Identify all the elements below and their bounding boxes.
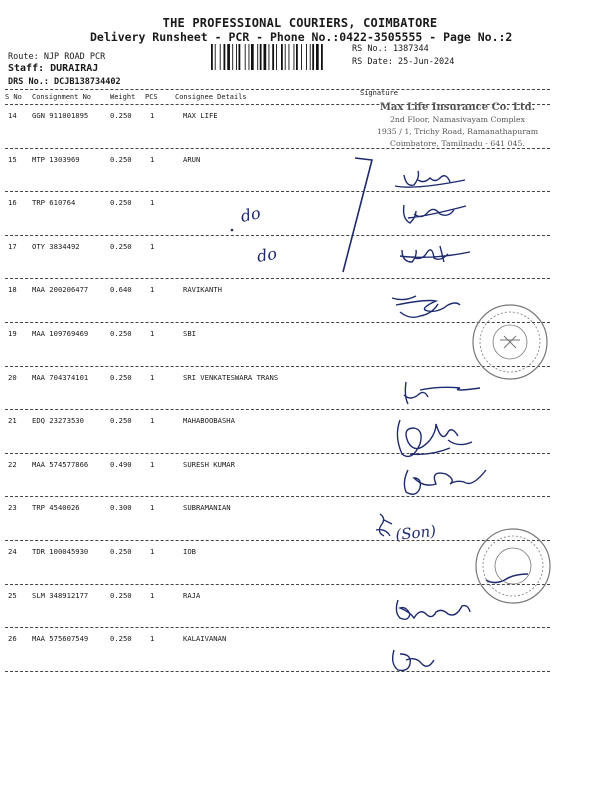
runsheet-subtitle: Delivery Runsheet - PCR - Phone No.:0422-3505555 - Page No.:2 xyxy=(90,30,513,44)
signature-row-23 xyxy=(376,514,392,536)
row-consignment: MAA 704374101 xyxy=(32,372,89,382)
signature-row-22 xyxy=(404,470,486,494)
ditto-mark-1: do xyxy=(238,203,263,226)
row-consignee: SURESH KUMAR xyxy=(183,459,235,469)
col-header-weight: Weight xyxy=(110,93,136,101)
row-consignee: KALAIVANAN xyxy=(183,634,227,644)
row-sno: 24 xyxy=(8,547,17,556)
row-consignee: RAJA xyxy=(183,590,201,600)
row-sno: 14 xyxy=(8,111,17,120)
signature-row-26 xyxy=(393,650,434,670)
row-consignee: SRI VENKATESWARA TRANS xyxy=(183,372,279,382)
stamp-address-line3: Coimbatore, Tamilnadu - 641 045. xyxy=(390,139,525,148)
row-pcs: 1 xyxy=(150,285,155,295)
row-consignment: MAA 574577866 xyxy=(32,459,89,469)
row-weight: 0.640 xyxy=(110,285,132,295)
signature-row-17 xyxy=(400,246,470,262)
col-header-consignee: Consignee Details xyxy=(175,93,247,101)
row-pcs: 1 xyxy=(150,154,155,164)
row-sno: 23 xyxy=(8,503,17,513)
row-consignment: TDR 100045930 xyxy=(32,547,89,556)
row-pcs: 1 xyxy=(150,198,155,208)
row-weight: 0.250 xyxy=(110,111,132,120)
rs-number: RS No.: 1387344 xyxy=(352,44,429,54)
row-weight: 0.490 xyxy=(110,459,132,469)
row-weight: 0.250 xyxy=(110,416,132,426)
row-consignment: TRP 4540026 xyxy=(32,503,80,513)
row-pcs: 1 xyxy=(150,372,155,382)
row-sno: 22 xyxy=(8,459,17,469)
row-pcs: 1 xyxy=(150,241,155,251)
row-consignment: MAA 109769469 xyxy=(32,329,89,338)
sbi-round-stamp xyxy=(473,305,547,379)
row-consignee: SUBRAMANIAN xyxy=(183,503,231,513)
row-pcs: 1 xyxy=(150,547,155,556)
row-sno: 20 xyxy=(8,372,17,382)
row-weight: 0.250 xyxy=(110,372,132,382)
row-pcs: 1 xyxy=(150,590,155,600)
row-consignee: IOB xyxy=(183,547,196,556)
stamp-address-line1: 2nd Floor, Namasivayam Complex xyxy=(389,115,526,124)
row-consignment: MAA 575607549 xyxy=(32,634,89,644)
row-sno: 26 xyxy=(8,634,17,644)
row-consignment: GGN 911001895 xyxy=(32,111,89,120)
row-consignment: TRP 610764 xyxy=(32,198,76,208)
signature-row-18 xyxy=(392,296,460,317)
row-consignee: MAHABOOBASHA xyxy=(183,416,235,426)
row-consignment: EDQ 23273530 xyxy=(32,416,84,426)
row-weight: 0.300 xyxy=(110,503,132,513)
row-pcs: 1 xyxy=(150,111,155,120)
row-consignment: MTP 1303969 xyxy=(32,154,80,164)
row-weight: 0.250 xyxy=(110,198,132,208)
route-label: Route: NJP ROAD PCR xyxy=(8,52,106,62)
col-header-consignment: Consignment No xyxy=(32,93,92,101)
row-weight: 0.250 xyxy=(110,329,132,338)
row-consignee: ARUN xyxy=(183,154,201,164)
staff-label: Staff: DURAIRAJ xyxy=(8,63,99,74)
row-pcs: 1 xyxy=(150,634,155,644)
son-note: (Son) xyxy=(394,521,437,544)
page-title: THE PROFESSIONAL COURIERS, COIMBATORE xyxy=(162,16,438,30)
ditto-dot xyxy=(231,229,234,232)
row-sno: 21 xyxy=(8,416,17,426)
signature-row-21 xyxy=(397,420,472,456)
row-sno: 18 xyxy=(8,285,17,295)
signature-row-16 xyxy=(404,205,466,223)
row-sno: 17 xyxy=(8,241,17,251)
bracket-mark xyxy=(343,158,372,272)
signature-row-20 xyxy=(404,382,480,404)
row-weight: 0.250 xyxy=(110,634,132,644)
ditto-mark-2: do xyxy=(255,243,279,266)
row-consignment: SLM 348912177 xyxy=(32,590,89,600)
stamp-address-line2: 1935 / 1, Trichy Road, Ramanathapuram xyxy=(376,127,539,136)
rs-date: RS Date: 25-Jun-2024 xyxy=(352,57,455,67)
row-consignment: MAA 200206477 xyxy=(32,285,89,295)
drs-number: DRS No.: DCJB138734402 xyxy=(8,77,121,87)
row-consignee: RAVIKANTH xyxy=(183,285,222,295)
signature-row-24 xyxy=(486,574,528,583)
row-consignee: SBI xyxy=(183,329,196,338)
row-weight: 0.250 xyxy=(110,154,132,164)
row-pcs: 1 xyxy=(150,503,155,513)
row-sno: 25 xyxy=(8,590,17,600)
row-pcs: 1 xyxy=(150,459,155,469)
row-pcs: 1 xyxy=(150,416,155,426)
row-consignee: MAX LIFE xyxy=(183,111,218,120)
signature-row-25 xyxy=(396,600,470,619)
iob-round-stamp xyxy=(476,529,550,603)
row-consignment: OTY 3834492 xyxy=(32,241,80,251)
row-sno: 16 xyxy=(8,198,17,208)
row-sno: 15 xyxy=(8,154,17,164)
col-header-pcs: PCS xyxy=(145,93,158,101)
row-weight: 0.250 xyxy=(110,547,132,556)
col-header-signature: Signature xyxy=(360,89,398,97)
signature-row-15 xyxy=(395,171,465,187)
row-sno: 19 xyxy=(8,329,17,338)
row-pcs: 1 xyxy=(150,329,155,338)
col-header-sno: S No xyxy=(5,93,22,101)
row-weight: 0.250 xyxy=(110,590,132,600)
stamp-company-name: Max Life Insurance Co. Ltd. xyxy=(379,102,536,113)
row-weight: 0.250 xyxy=(110,241,132,251)
